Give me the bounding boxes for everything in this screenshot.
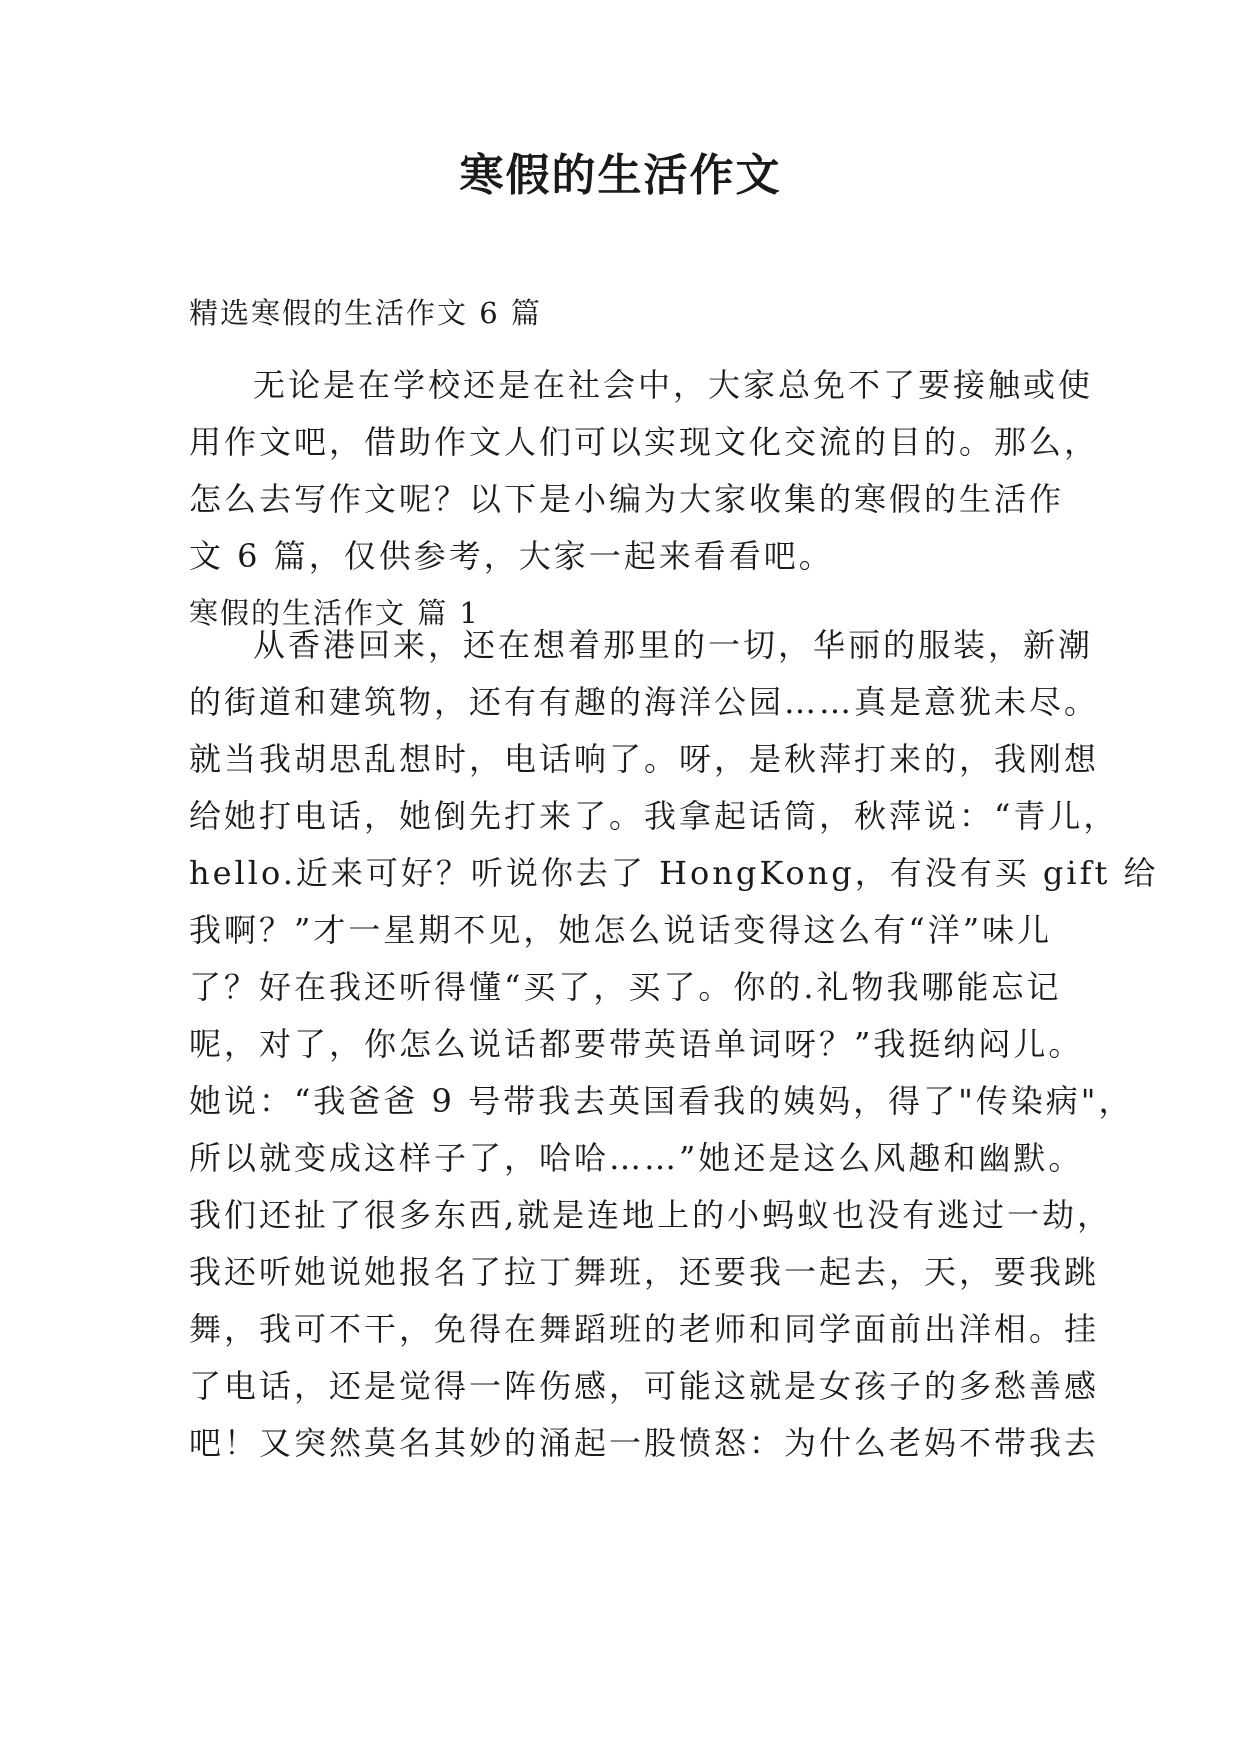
body-line: 了电话，还是觉得一阵伤感，可能这就是女孩子的多愁善感 xyxy=(189,1367,1100,1405)
body-line: 舞，我可不干，免得在舞蹈班的老师和同学面前出洋相。挂 xyxy=(189,1310,1100,1348)
document-title: 寒假的生活作文 xyxy=(459,150,782,201)
body-line: 的街道和建筑物，还有有趣的海洋公园……真是意犹未尽。 xyxy=(189,683,1100,721)
intro-line: 用作文吧，借助作文人们可以实现文化交流的目的。那么， xyxy=(189,423,1100,461)
section-heading: 寒假的生活作文 篇 1 xyxy=(189,596,480,630)
body-line: 我还听她说她报名了拉丁舞班，还要我一起去，天，要我跳 xyxy=(189,1253,1100,1291)
intro-paragraph xyxy=(189,357,1100,642)
intro-line: 怎么去写作文呢？以下是小编为大家收集的寒假的生活作 xyxy=(189,480,1065,518)
body-line: 我啊？”才一星期不见，她怎么说话变得这么有“洋”味儿 xyxy=(189,911,1053,949)
body-line: 就当我胡思乱想时，电话响了。呀，是秋萍打来的，我刚想 xyxy=(189,740,1100,778)
body-paragraph xyxy=(189,617,1159,1472)
body-line: 我们还扯了很多东西,就是连地上的小蚂蚁也没有逃过一劫， xyxy=(189,1196,1113,1234)
intro-line: 无论是在学校还是在社会中，大家总免不了要接触或使 xyxy=(253,366,1094,404)
body-line: 她说：“我爸爸 9 号带我去英国看我的姨妈，得了"传染病"， xyxy=(189,1082,1134,1120)
body-line: 从香港回来，还在想着那里的一切，华丽的服装，新潮 xyxy=(253,626,1094,664)
body-line: 给她打电话，她倒先打来了。我拿起话筒，秋萍说：“青儿， xyxy=(189,797,1119,835)
body-line: 呢，对了，你怎么说话都要带英语单词呀？”我挺纳闷儿。 xyxy=(189,1025,1084,1063)
body-line: 了？好在我还听得懂“买了，买了。你的.礼物我哪能忘记 xyxy=(189,968,1062,1006)
body-line: hello.近来可好？听说你去了 HongKong，有没有买 gift 给 xyxy=(189,854,1159,892)
document-subtitle: 精选寒假的生活作文 6 篇 xyxy=(189,296,542,330)
body-line: 所以就变成这样子了，哈哈……”她还是这么风趣和幽默。 xyxy=(189,1139,1084,1177)
body-line: 吧！又突然莫名其妙的涌起一股愤怒：为什么老妈不带我去 xyxy=(189,1424,1100,1462)
intro-line: 文 6 篇，仅供参考，大家一起来看看吧。 xyxy=(189,537,834,575)
